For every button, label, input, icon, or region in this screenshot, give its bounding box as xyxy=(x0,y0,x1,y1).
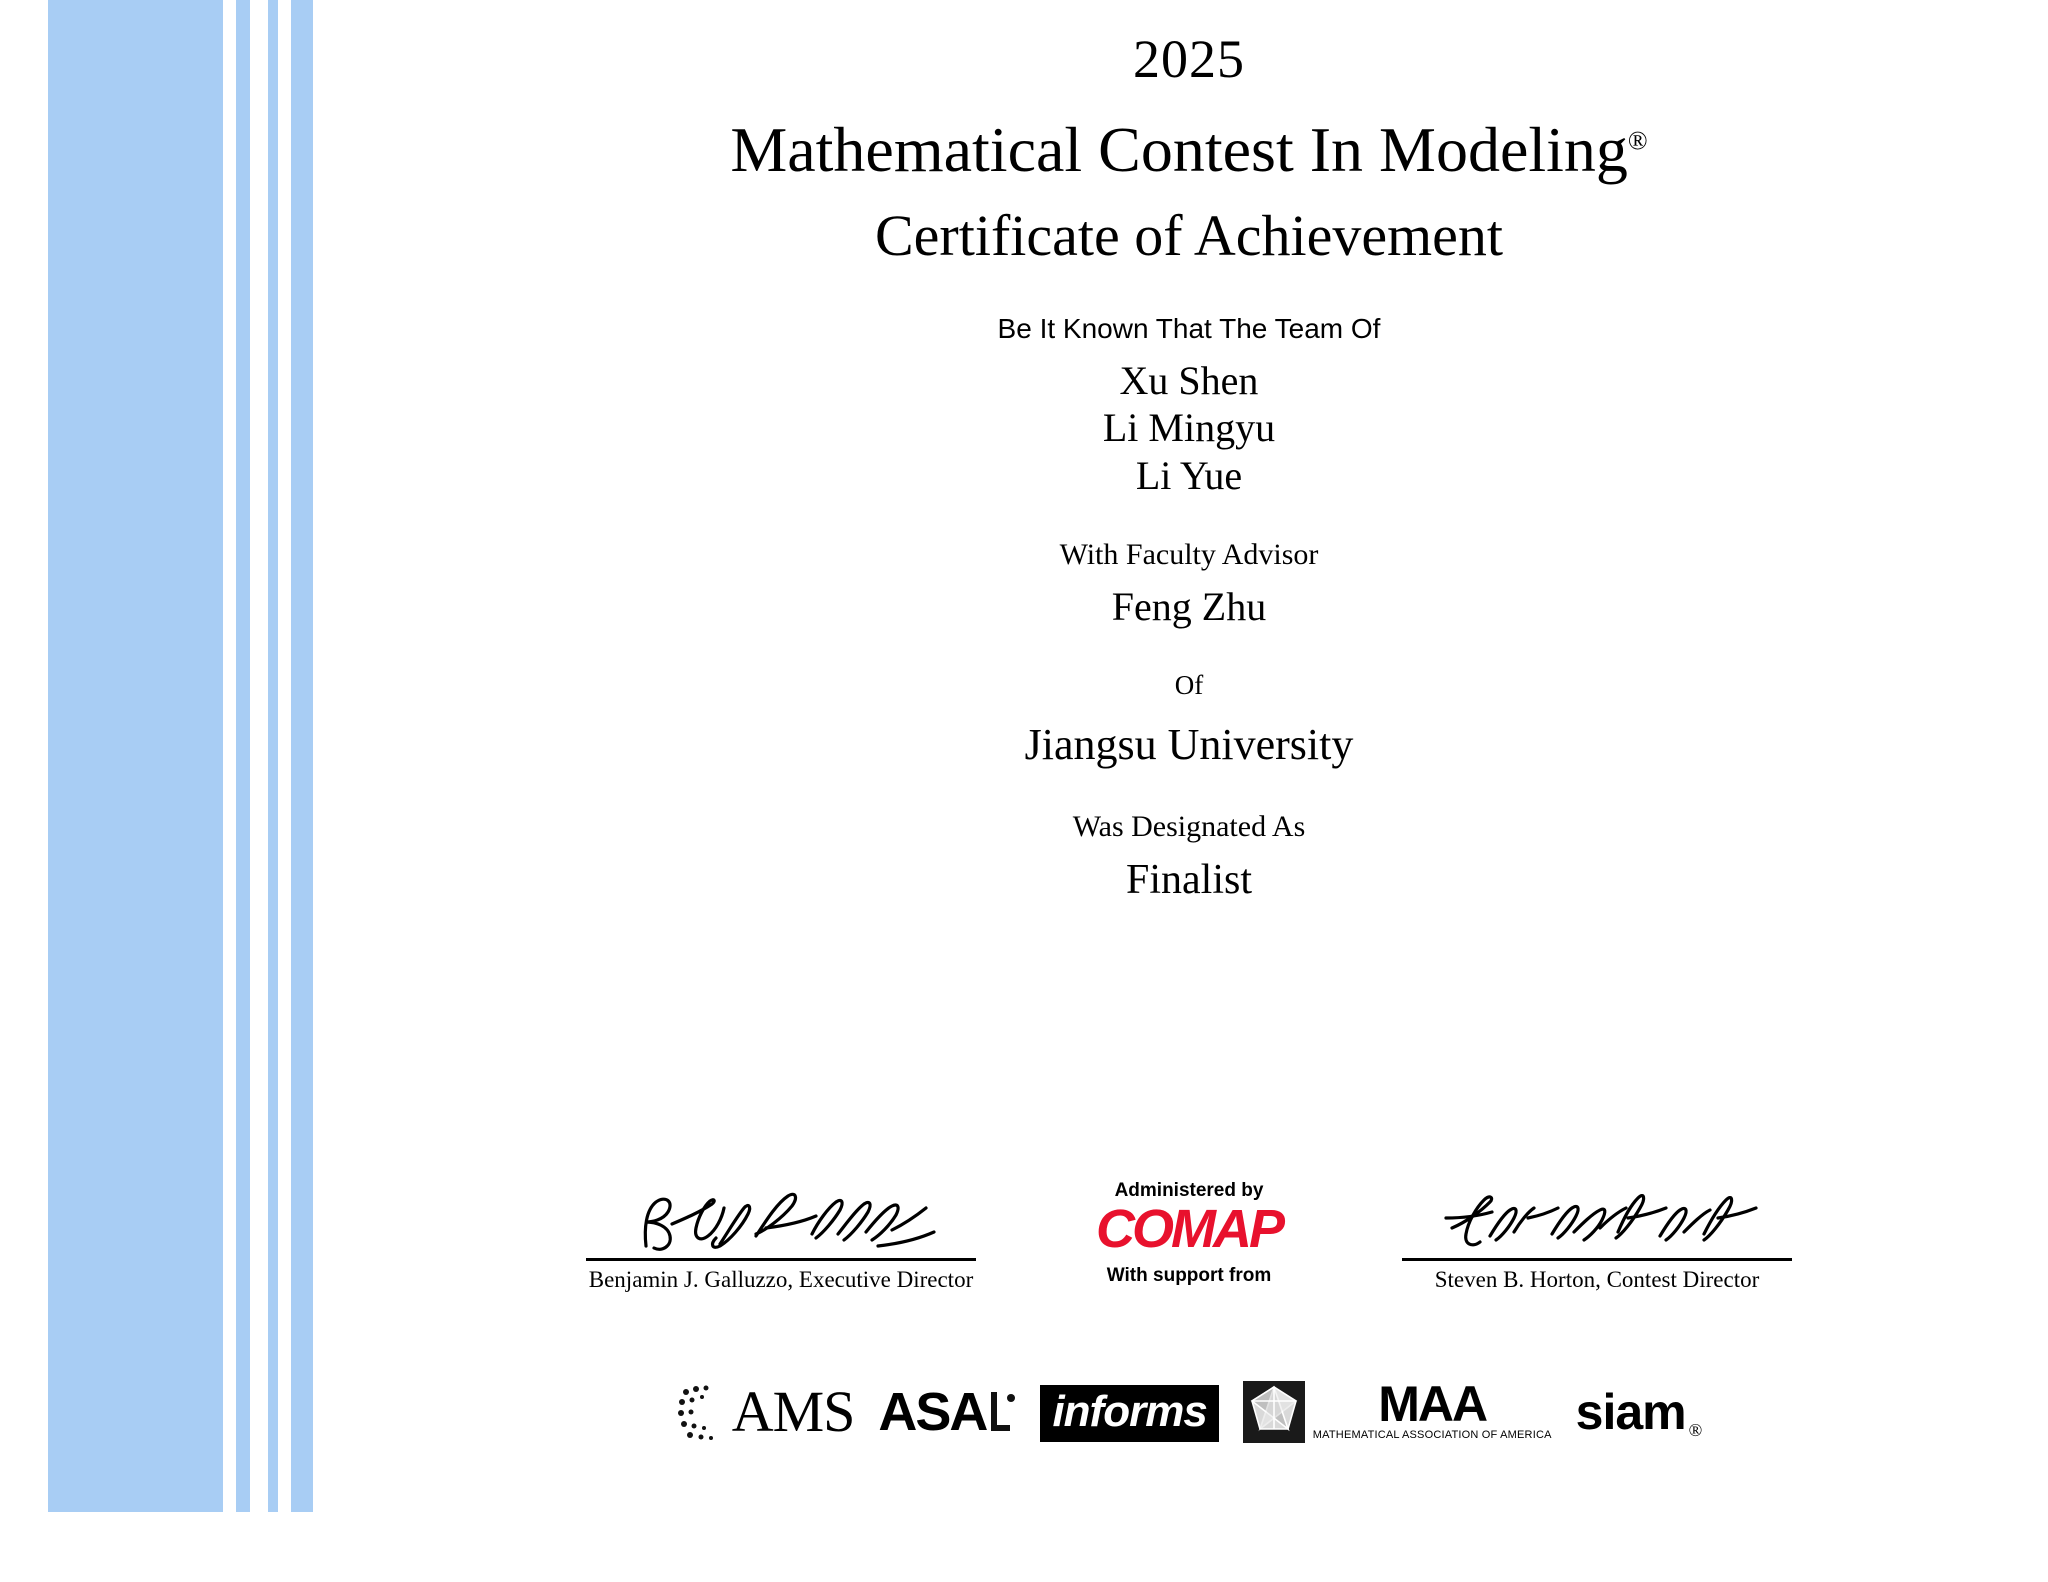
decor-bar-medium xyxy=(236,0,250,1512)
certificate-year: 2025 xyxy=(1133,29,1245,89)
award-level: Finalist xyxy=(1125,856,1253,903)
administered-by-label: Administered by xyxy=(1114,1180,1264,1201)
siam-label: siam xyxy=(1575,1383,1686,1440)
decor-bar-wide xyxy=(48,0,223,1512)
signature-row xyxy=(330,1180,2048,1293)
advisor-label: With Faculty Advisor xyxy=(1059,537,1319,571)
support-from-label: With support from xyxy=(1106,1265,1272,1287)
sponsor-logo-asa xyxy=(878,1381,1016,1443)
team-member: Xu Shen xyxy=(1119,358,1259,404)
team-member: Li Yue xyxy=(1135,452,1243,498)
team-intro-label: Be It Known That The Team Of xyxy=(997,312,1381,344)
ams-dots-icon xyxy=(676,1382,728,1442)
siam-registered-icon: ® xyxy=(1688,1419,1703,1440)
sponsor-logo-ams xyxy=(676,1378,855,1445)
maa-icosahedron-icon xyxy=(1243,1381,1305,1443)
sponsor-logo-siam xyxy=(1576,1383,1703,1441)
signature-caption-right: Steven B. Horton, Contest Director xyxy=(1434,1267,1760,1293)
signature-benjamin-galluzzo-icon xyxy=(616,1188,946,1258)
maa-sublabel: MATHEMATICAL ASSOCIATION OF AMERICA xyxy=(1312,1429,1552,1441)
designation-label: Was Designated As xyxy=(1072,809,1306,843)
signature-rule-right xyxy=(1402,1258,1792,1261)
contest-title xyxy=(330,115,2048,185)
informs-label: informs xyxy=(1040,1385,1218,1442)
signature-block-right xyxy=(1397,1188,1797,1293)
decor-bar-thin-2 xyxy=(291,0,313,1512)
of-label: Of xyxy=(1174,669,1204,700)
contest-title-text: Mathematical Contest In Modeling xyxy=(730,114,1628,186)
team-member: Li Mingyu xyxy=(1102,405,1276,451)
sponsor-logo-maa xyxy=(1243,1376,1552,1443)
signature-caption-left: Benjamin J. Galluzzo, Executive Director xyxy=(588,1267,974,1293)
certificate-subtitle: Certificate of Achievement xyxy=(874,202,1504,268)
decor-bar-thin xyxy=(268,0,278,1512)
signature-block-left xyxy=(581,1188,981,1293)
asa-label: ASA xyxy=(878,1381,987,1442)
sponsor-logo-row xyxy=(330,1378,2048,1445)
asa-mark-icon xyxy=(990,1388,1016,1436)
institution-name: Jiangsu University xyxy=(1024,719,1354,769)
comap-logo: COMAP xyxy=(1096,1199,1282,1259)
sponsor-logo-informs xyxy=(1040,1386,1218,1436)
signature-steven-horton-icon xyxy=(1432,1188,1762,1258)
advisor-name: Feng Zhu xyxy=(1111,583,1267,629)
team-member-list xyxy=(330,357,2048,499)
certificate-body xyxy=(330,0,2048,1582)
maa-label: MAA xyxy=(1378,1376,1487,1432)
signature-rule-left xyxy=(586,1258,976,1261)
registered-trademark-icon: ® xyxy=(1627,126,1648,156)
administrator-block xyxy=(1059,1180,1319,1293)
left-decorative-bars xyxy=(0,0,330,1512)
ams-label: AMS xyxy=(731,1379,855,1444)
